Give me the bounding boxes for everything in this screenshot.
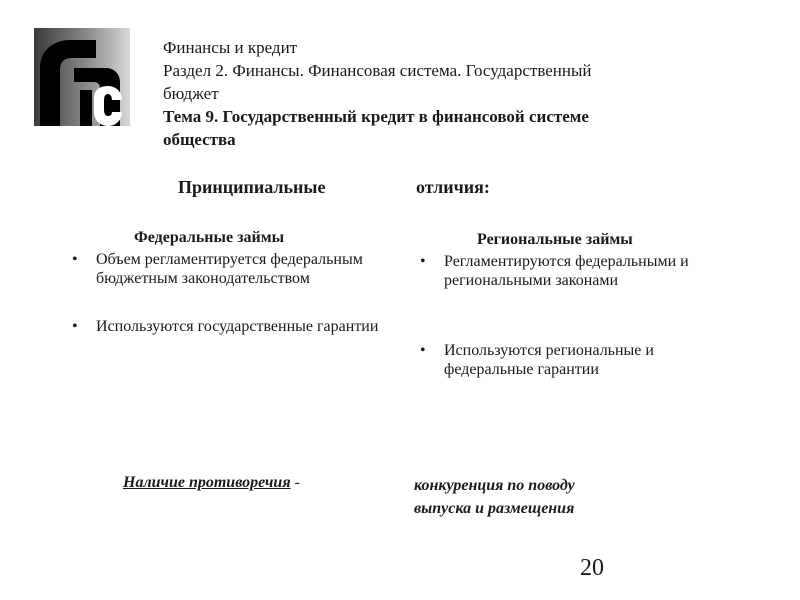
heading-principal: Принципиальные bbox=[178, 177, 326, 197]
section-title: Раздел 2. Финансы. Финансовая система. Государственный bbox=[163, 61, 592, 80]
federal-loans-title: Федеральные займы bbox=[134, 229, 285, 246]
list-item: • Объем регламентируется федеральным бюджетным законодательством bbox=[68, 250, 388, 288]
ps-monogram-logo-icon bbox=[34, 28, 130, 126]
competition-line-2: выпуска и размещения bbox=[414, 500, 575, 517]
federal-loans-list bbox=[68, 250, 388, 336]
course-title: Финансы и кредит bbox=[163, 38, 298, 57]
competition-line-1: конкуренция по поводу bbox=[414, 477, 575, 494]
regional-loans-list bbox=[416, 252, 746, 379]
contradiction-dash: - bbox=[290, 474, 300, 491]
list-item: • Используются региональные и федеральные гарантии bbox=[416, 341, 746, 379]
list-item: • Используются государственные гарантии bbox=[68, 317, 388, 336]
slide-header bbox=[163, 36, 723, 151]
heading-differences: отличия: bbox=[416, 177, 490, 197]
topic-title-cont: общества bbox=[163, 130, 236, 149]
topic-title: Тема 9. Государственный кредит в финансовой системе bbox=[163, 107, 589, 126]
contradiction-note bbox=[123, 474, 300, 492]
section-title-cont: бюджет bbox=[163, 84, 219, 103]
list-item: • Регламентируются федеральными и региональными законами bbox=[416, 252, 746, 290]
contradiction-label: Наличие противоречия bbox=[123, 474, 291, 491]
competition-note bbox=[414, 474, 674, 520]
regional-loans-title: Региональные займы bbox=[477, 231, 633, 248]
page-number: 20 bbox=[580, 555, 604, 581]
